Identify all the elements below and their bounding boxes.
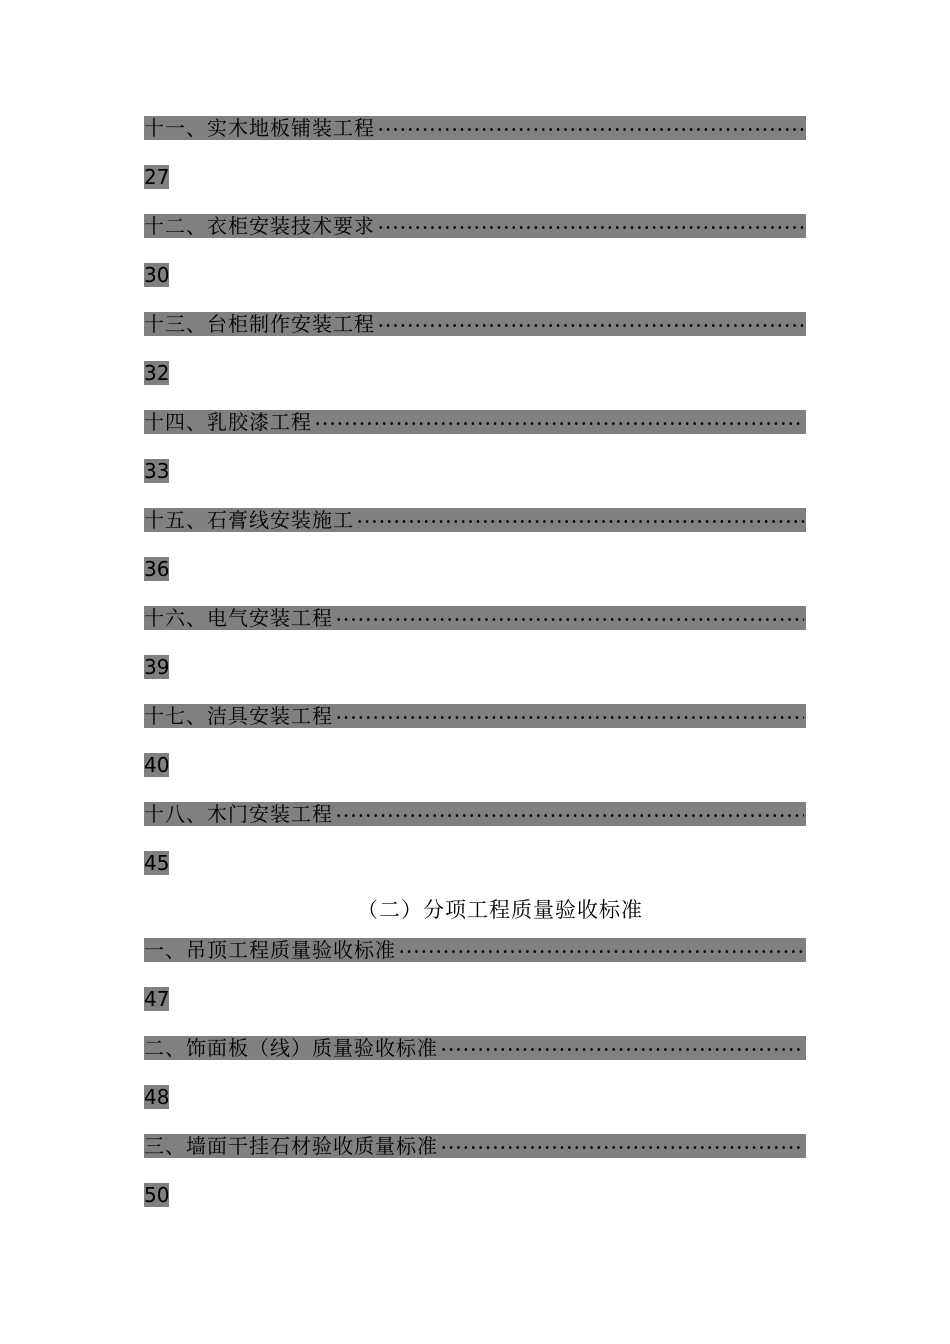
dot-leader bbox=[333, 704, 806, 728]
toc-entry-title-line bbox=[144, 802, 806, 826]
dot-leader bbox=[438, 1134, 806, 1158]
toc-entry[interactable] bbox=[144, 410, 806, 483]
dot-leader bbox=[333, 802, 806, 826]
toc-entry-page-number: 45 bbox=[144, 851, 170, 875]
toc-entry-title: 一、吊顶工程质量验收标准 bbox=[144, 938, 396, 962]
toc-entry-page-number: 30 bbox=[144, 263, 170, 287]
toc-entry[interactable] bbox=[144, 214, 806, 287]
toc-entry-title: 十七、洁具安装工程 bbox=[144, 704, 333, 728]
toc-entry[interactable] bbox=[144, 606, 806, 679]
toc-entry-title-line bbox=[144, 704, 806, 728]
section-heading: （二）分项工程质量验收标准 bbox=[357, 898, 643, 922]
toc-entry-title: 三、墙面干挂石材验收质量标准 bbox=[144, 1134, 438, 1158]
toc-entry-page-number: 40 bbox=[144, 753, 170, 777]
dot-leader bbox=[312, 410, 806, 434]
dot-leader bbox=[438, 1036, 806, 1060]
dot-leader bbox=[396, 938, 806, 962]
toc-entry-page-number: 48 bbox=[144, 1085, 170, 1109]
toc-entry-title-line bbox=[144, 410, 806, 434]
toc-entry-title-line bbox=[144, 938, 806, 962]
toc-entry-title: 二、饰面板（线）质量验收标准 bbox=[144, 1036, 438, 1060]
toc-entry-title: 十四、乳胶漆工程 bbox=[144, 410, 312, 434]
toc-entry-title: 十六、电气安装工程 bbox=[144, 606, 333, 630]
toc-entry-page-number: 50 bbox=[144, 1183, 170, 1207]
toc-entry[interactable] bbox=[144, 704, 806, 777]
toc-entry-title-line bbox=[144, 1134, 806, 1158]
dot-leader bbox=[375, 312, 806, 336]
toc-entry-page-number: 27 bbox=[144, 165, 170, 189]
toc-entry[interactable] bbox=[144, 1134, 806, 1207]
toc-entry-page-number: 47 bbox=[144, 987, 170, 1011]
toc-entry[interactable] bbox=[144, 938, 806, 1011]
toc-entry-title-line bbox=[144, 606, 806, 630]
toc-entry-title: 十五、石膏线安装施工 bbox=[144, 508, 354, 532]
toc-entry-page-number: 36 bbox=[144, 557, 170, 581]
dot-leader bbox=[333, 606, 806, 630]
toc-entry-page-number: 39 bbox=[144, 655, 170, 679]
toc-entry-title-line bbox=[144, 312, 806, 336]
toc-entry[interactable] bbox=[144, 312, 806, 385]
toc-entry-page-number: 32 bbox=[144, 361, 170, 385]
toc-entry-title: 十二、衣柜安装技术要求 bbox=[144, 214, 375, 238]
toc-entry-title-line bbox=[144, 116, 806, 140]
toc-entry[interactable] bbox=[144, 116, 806, 189]
toc-entry-title-line bbox=[144, 214, 806, 238]
toc-entry-page-number: 33 bbox=[144, 459, 170, 483]
dot-leader bbox=[354, 508, 806, 532]
toc-entry-title: 十三、台柜制作安装工程 bbox=[144, 312, 375, 336]
table-of-contents bbox=[144, 110, 806, 1207]
toc-entry[interactable] bbox=[144, 1036, 806, 1109]
dot-leader bbox=[375, 214, 806, 238]
dot-leader bbox=[375, 116, 806, 140]
toc-entry-title: 十八、木门安装工程 bbox=[144, 802, 333, 826]
toc-entry-title: 十一、实木地板铺装工程 bbox=[144, 116, 375, 140]
toc-entry[interactable] bbox=[144, 802, 806, 875]
toc-entry-title-line bbox=[144, 1036, 806, 1060]
toc-entry-title-line bbox=[144, 508, 806, 532]
toc-entry[interactable] bbox=[144, 508, 806, 581]
